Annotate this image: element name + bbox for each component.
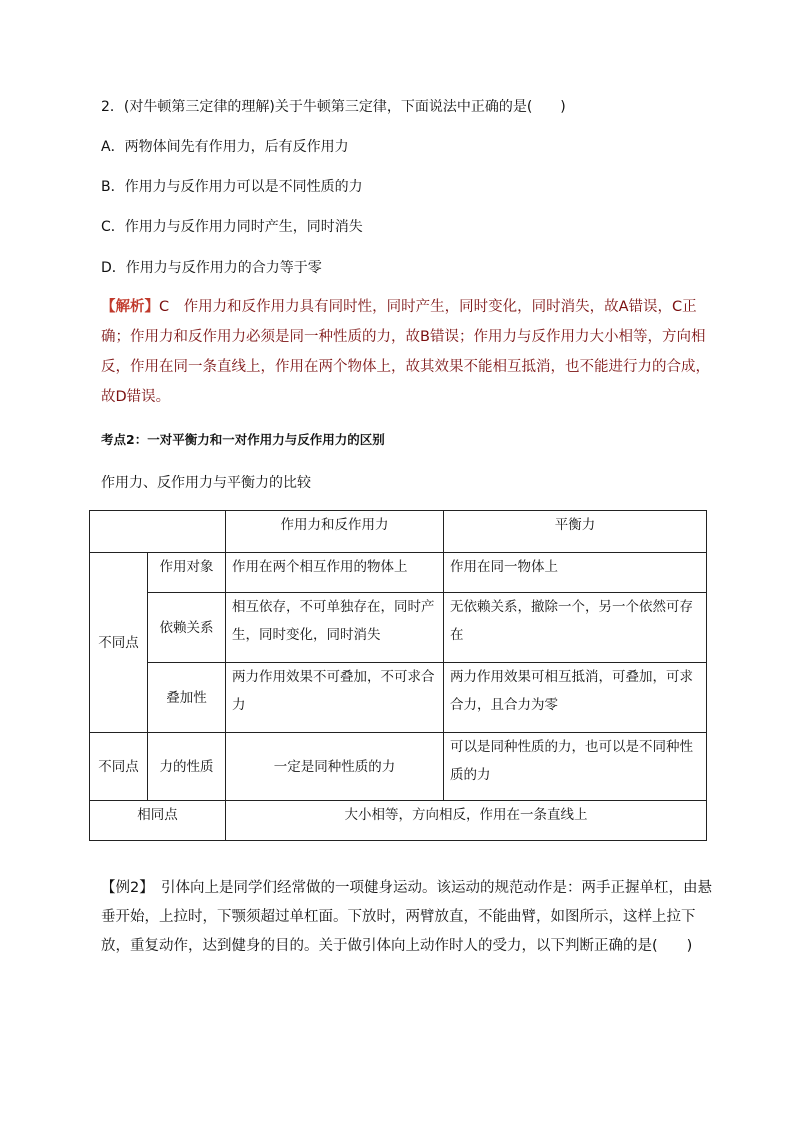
row-label: 作用对象	[148, 553, 226, 593]
question-stem: 2．(对牛顿第三定律的理解)关于牛顿第三定律，下面说法中正确的是( )	[101, 99, 566, 115]
section-subtitle: 作用力、反作用力与平衡力的比较	[101, 475, 311, 491]
header-action-reaction: 作用力和反作用力	[226, 511, 444, 553]
header-balance: 平衡力	[444, 511, 707, 553]
analysis-text: C 作用力和反作用力具有同时性，同时产生，同时变化，同时消失，故A错误，C正确；作用力和反作用力必须是同一种性质的力，故B错误；作用力与反作用力大小相等，方向相反，作用在同一条直线上，作用在两个物体上，故其效果不能相互抵消，也不能进行力的合成，故D错误。	[101, 299, 710, 405]
table-header-row	[90, 511, 707, 553]
same-text: 大小相等，方向相反，作用在一条直线上	[226, 801, 707, 841]
same-label: 相同点	[90, 801, 226, 841]
row-label: 叠加性	[148, 663, 226, 733]
analysis-paragraph	[101, 292, 716, 412]
example-paragraph	[101, 874, 716, 961]
analysis-tag: 【解析】	[101, 299, 159, 315]
group-label-diff: 不同点	[90, 553, 148, 733]
cell-balance: 作用在同一物体上	[444, 553, 707, 593]
cell-balance: 两力作用效果可相互抵消，可叠加，可求合力，且合力为零	[444, 663, 707, 733]
table-row	[90, 663, 707, 733]
section-title: 考点2：一对平衡力和一对作用力与反作用力的区别	[101, 432, 385, 447]
option-a: A．两物体间先有作用力，后有反作用力	[101, 139, 349, 155]
header-empty-cell	[90, 511, 226, 553]
example-text: 引体向上是同学们经常做的一项健身运动。该运动的规范动作是：两手正握单杠，由悬垂开始，上拉时，下颚须超过单杠面。下放时，两臂放直，不能曲臂，如图所示，这样上拉下放，重复动作，达到健身的目的。关于做引体向上动作时人的受力，以下判断正确的是( )	[101, 880, 712, 954]
option-c: C．作用力与反作用力同时产生，同时消失	[101, 219, 363, 235]
table-row-same	[90, 801, 707, 841]
cell-action-reaction: 相互依存，不可单独存在，同时产生，同时变化，同时消失	[226, 593, 444, 663]
example-tag: 【例2】	[101, 880, 147, 896]
option-b: B．作用力与反作用力可以是不同性质的力	[101, 179, 363, 195]
cell-balance: 可以是同种性质的力，也可以是不同种性质的力	[444, 733, 707, 801]
row-label: 力的性质	[148, 733, 226, 801]
comparison-table	[89, 510, 707, 841]
cell-action-reaction: 作用在两个相互作用的物体上	[226, 553, 444, 593]
cell-action-reaction: 两力作用效果不可叠加，不可求合力	[226, 663, 444, 733]
cell-action-reaction: 一定是同种性质的力	[226, 733, 444, 801]
table-row	[90, 593, 707, 663]
cell-balance: 无依赖关系，撤除一个，另一个依然可存在	[444, 593, 707, 663]
row-label: 依赖关系	[148, 593, 226, 663]
group-label-diff: 不同点	[90, 733, 148, 801]
table-row	[90, 733, 707, 801]
option-d: D．作用力与反作用力的合力等于零	[101, 260, 322, 276]
table-row	[90, 553, 707, 593]
